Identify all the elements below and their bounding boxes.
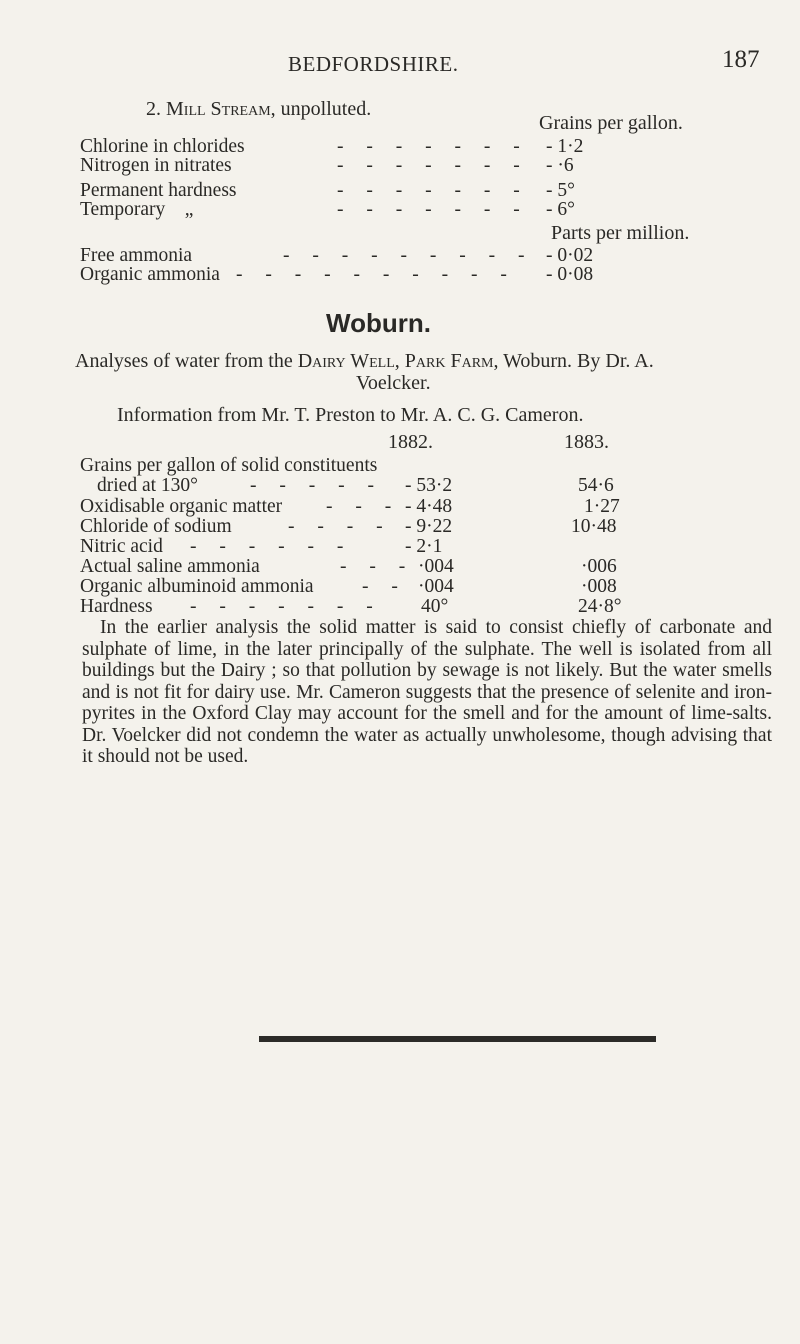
mill-row-value: - 5° [546, 180, 575, 201]
mill-row [80, 264, 220, 286]
woburn-row-label: dried at 130° [97, 475, 198, 496]
mill-row [80, 155, 232, 177]
woburn-value-1882: - 4·48 [405, 496, 453, 517]
woburn-row-label: Hardness [80, 596, 153, 617]
woburn-row-label: Organic albuminoid ammonia [80, 576, 314, 597]
mill-stream-heading-note: unpolluted. [280, 98, 372, 120]
woburn-value-1883: 10·48 [571, 516, 617, 537]
woburn-value-1882: - 53·2 [405, 475, 453, 496]
leader-dots: - - - [340, 556, 415, 577]
mill-row-label: Nitrogen in nitrates [80, 155, 232, 176]
mill-row-label: Organic ammonia [80, 264, 220, 285]
leader-dots: - - - - - - - [337, 155, 529, 176]
woburn-heading: Woburn. [326, 308, 431, 338]
mill-row-label: Free ammonia [80, 245, 193, 266]
bottom-rule [259, 1036, 656, 1042]
mill-stream-heading [146, 98, 371, 120]
woburn-row-label: Nitric acid [80, 536, 163, 557]
running-head [0, 46, 800, 82]
mill-row-label: Chlorine in chlorides [80, 136, 245, 157]
mill-row-label: Temporary „ [80, 199, 194, 220]
mill-row [80, 199, 193, 221]
mill-row-value: - 0·02 [546, 245, 594, 266]
leader-dots: - - [362, 576, 407, 597]
unit-parts-per-million: Parts per million. [551, 222, 690, 244]
woburn-paragraph: In the earlier analysis the solid matter is said to consist chiefly of carbonate and sulphate of lime, in the later principally of the sulphate. The well is isolated from all buildings but the Dairy ; so that pollution by sewage is not likely. But the water smells and is not fit for dairy use. Mr. Cameron suggests that the presence of selenite and iron-pyrites in the Oxford Clay may account for the smell and for the amount of lime-salts. Dr. Voelcker did not condemn the water as actually unwholesome, though advising that it should not be used. [82, 617, 772, 767]
woburn-value-1883: ·008 [581, 576, 617, 597]
woburn-value-1882: ·004 [418, 556, 454, 577]
year-1882: 1882. [388, 431, 433, 453]
running-head-title: BEDFORDSHIRE. [288, 52, 459, 76]
leader-dots: - - - - - - - [190, 596, 382, 617]
mill-row-value: - 0·08 [546, 264, 594, 285]
year-1883: 1883. [564, 431, 609, 453]
mill-row-label: Permanent hardness [80, 180, 237, 201]
woburn-intro-line2: Voelcker. [356, 372, 431, 394]
woburn-row-label: Grains per gallon of solid constituents [80, 455, 378, 476]
leader-dots: - - - - - - - - - [283, 245, 534, 266]
woburn-row-label: Actual saline ammonia [80, 556, 260, 577]
leader-dots: - - - [326, 496, 401, 517]
woburn-row-label: Chloride of sodium [80, 516, 232, 537]
page-number: 187 [722, 46, 760, 73]
woburn-value-1883: ·006 [581, 556, 617, 577]
woburn-row-label: Oxidisable organic matter [80, 496, 283, 517]
woburn-value-1882: - 9·22 [405, 516, 453, 537]
mill-stream-heading-number: 2. [146, 98, 161, 120]
woburn-value-1883: 54·6 [578, 475, 614, 496]
leader-dots: - - - - - - - [337, 180, 529, 201]
woburn-value-1883: 24·8° [578, 596, 622, 617]
mill-row-value: - ·6 [546, 155, 574, 176]
woburn-value-1882: - 2·1 [405, 536, 443, 557]
information-line: Information from Mr. T. Preston to Mr. A. C. G. Cameron. [117, 404, 584, 426]
leader-dots: - - - - - - - [337, 199, 529, 220]
leader-dots: - - - - - - [190, 536, 353, 557]
woburn-intro-line1: Analyses of water from the Dairy Well, Park Farm, Woburn. By Dr. A. [75, 350, 654, 372]
unit-grains-per-gallon: Grains per gallon. [539, 112, 683, 134]
woburn-value-1883: 1·27 [584, 496, 620, 517]
leader-dots: - - - - - - - - - - [236, 264, 516, 285]
woburn-value-1882: 40° [421, 596, 449, 617]
leader-dots: - - - - - - - [337, 136, 529, 157]
woburn-value-1882: ·004 [418, 576, 454, 597]
mill-row-value: - 6° [546, 199, 575, 220]
leader-dots: - - - - [288, 516, 392, 537]
leader-dots: - - - - - [250, 475, 383, 496]
mill-row-value: - 1·2 [546, 136, 584, 157]
mill-stream-heading-name: Mill Stream, [166, 98, 276, 120]
